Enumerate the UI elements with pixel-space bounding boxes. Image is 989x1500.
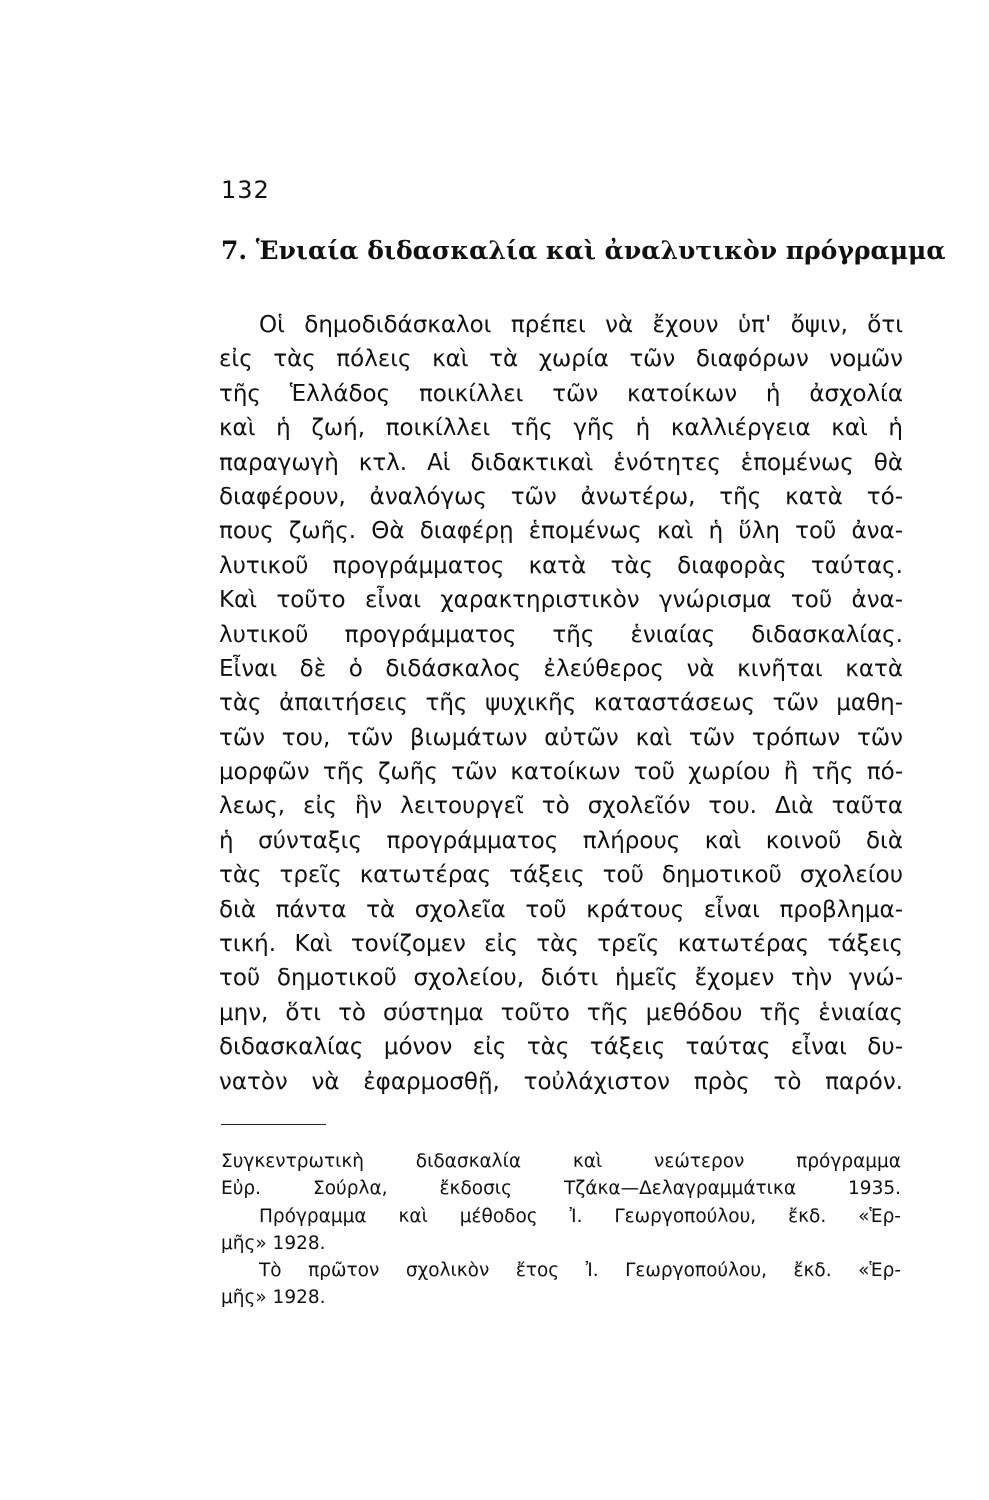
- body-line: τῆς Ἑλλάδος ποικίλλει τῶν κατοίκων ἡ ἀσχολία: [219, 380, 903, 407]
- body-line: ἡ σύνταξις προγράμματος πλήρους καὶ κοινοῦ διὰ: [219, 827, 903, 854]
- page-number: 132: [221, 176, 270, 204]
- body-line: λεως, εἰς ἣν λειτουργεῖ τὸ σχολεῖόν του. Διὰ ταῦτα: [219, 793, 903, 820]
- footnote-line: μῆς» 1928.: [221, 1287, 326, 1309]
- body-line: μην, ὅτι τὸ σύστημα τοῦτο τῆς μεθόδου τῆς ἑνιαίας: [219, 999, 903, 1026]
- body-line: Εἶναι δὲ ὁ διδάσκαλος ἐλεύθερος νὰ κινῆται κατὰ: [219, 655, 903, 682]
- footnote-line: Συγκεντρωτικὴ διδασκαλία καὶ νεώτερον πρόγραμμα: [221, 1151, 901, 1172]
- body-line: διδασκαλίας μόνον εἰς τὰς τάξεις ταύτας εἶναι δυ-: [219, 1034, 903, 1061]
- body-line: τὰς τρεῖς κατωτέρας τάξεις τοῦ δημοτικοῦ σχολείου: [219, 862, 903, 889]
- body-line: παραγωγὴ κτλ. Αἱ διδακτικαὶ ἑνότητες ἑπομένως θὰ: [219, 449, 903, 476]
- footnotes: [221, 1148, 901, 1312]
- body-line: καὶ ἡ ζωή, ποικίλλει τῆς γῆς ἡ καλλιέργεια καὶ ἡ: [219, 415, 903, 442]
- body-line: Οἱ δημοδιδάσκαλοι πρέπει νὰ ἔχουν ὑπ' ὄψιν, ὅτι: [259, 312, 903, 338]
- body-line: Καὶ τοῦτο εἶναι χαρακτηριστικὸν γνώρισμα τοῦ ἀνα-: [219, 587, 903, 614]
- footnote-line: Πρόγραμμα καὶ μέθοδος Ἰ. Γεωργοπούλου, ἔκδ. «Ἑρ-: [259, 1205, 901, 1227]
- body-line: μορφῶν τῆς ζωῆς τῶν κατοίκων τοῦ χωρίου ἢ τῆς πό-: [219, 759, 903, 786]
- body-line: τῶν του, τῶν βιωμάτων αὐτῶν καὶ τῶν τρόπων τῶν: [219, 724, 903, 751]
- footnote-line: Τὸ πρῶτον σχολικὸν ἔτος Ἰ. Γεωργοπούλου, ἔκδ. «Ἑρ-: [259, 1260, 901, 1282]
- body-line: εἰς τὰς πόλεις καὶ τὰ χωρία τῶν διαφόρων νομῶν: [219, 346, 903, 373]
- body-line: διαφέρουν, ἀναλόγως τῶν ἀνωτέρω, τῆς κατὰ τό-: [219, 483, 903, 510]
- section-title: 7. Ἑνιαία διδασκαλία καὶ ἀναλυτικὸν πρόγραμμα: [221, 236, 946, 265]
- footnote-line: Εὐρ. Σούρλα, ἔκδοσις Τζάκα—Δελαγραμμάτικα 1935.: [221, 1178, 901, 1200]
- body-line: λυτικοῦ προγράμματος τῆς ἑνιαίας διδασκαλίας.: [219, 621, 903, 648]
- body-line: διὰ πάντα τὰ σχολεῖα τοῦ κράτους εἶναι προβλημα-: [219, 896, 903, 923]
- body-line: τική. Καὶ τονίζομεν εἰς τὰς τρεῖς κατωτέρας τάξεις: [219, 931, 903, 958]
- body-line: πους ζωῆς. Θὰ διαφέρῃ ἑπομένως καὶ ἡ ὕλη τοῦ ἀνα-: [219, 518, 903, 545]
- body-paragraph: [219, 308, 903, 1099]
- footnote-divider: [221, 1124, 326, 1125]
- body-line: τοῦ δημοτικοῦ σχολείου, διότι ἡμεῖς ἔχομεν τὴν γνώ-: [219, 965, 903, 992]
- footnote-line: μῆς» 1928.: [221, 1232, 326, 1254]
- body-line: νατὸν νὰ ἐφαρμοσθῇ, τοὐλάχιστον πρὸς τὸ παρόν.: [219, 1068, 903, 1095]
- body-line: τὰς ἀπαιτήσεις τῆς ψυχικῆς καταστάσεως τῶν μαθη-: [219, 690, 903, 717]
- body-line: λυτικοῦ προγράμματος κατὰ τὰς διαφορὰς ταύτας.: [219, 552, 903, 579]
